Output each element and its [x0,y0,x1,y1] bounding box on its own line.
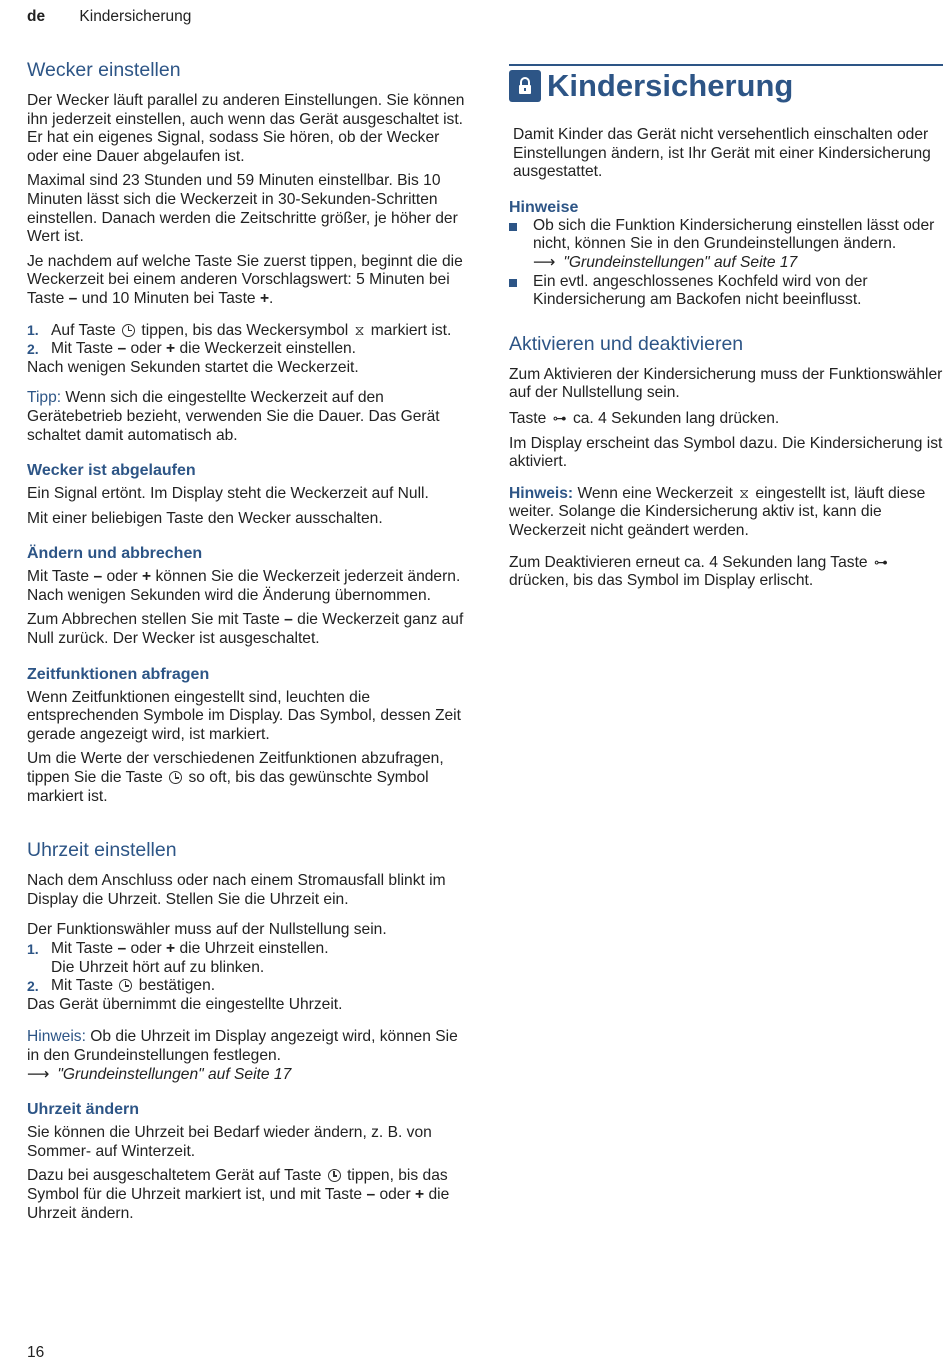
plus-symbol: + [166,940,176,957]
clock-icon [328,1169,341,1182]
paragraph: Nach dem Anschluss oder nach einem Stromausfall blinkt im Display die Uhrzeit. Stellen Sie die Uhrzeit ein. [27,872,446,908]
minus-symbol: – [284,611,293,629]
heading-aendern: Ändern und abbrechen [27,545,203,563]
notes-list [509,217,943,310]
left-column [27,58,467,1229]
minus-symbol: – [68,289,78,307]
paragraph: Damit Kinder das Gerät nicht versehentlich einschalten oder Einstellungen ändern, ist Ihr Gerät mit einer Kindersicherung ausgestattet. [513,126,931,181]
clock-icon [169,771,182,784]
heading-uhrzeit-einstellen: Uhrzeit einstellen [27,839,177,862]
header-section: Kindersicherung [79,8,192,25]
paragraph: Zum Deaktivieren erneut ca. 4 Sekunden lang Taste ⊶ drücken, bis das Symbol im Display erlischt. [509,553,888,590]
list-item: Ein evtl. angeschlossenes Kochfeld wird von der Kindersicherung am Backofen nicht beeinflusst. [509,273,943,310]
paragraph: Nach wenigen Sekunden startet die Weckerzeit. [27,358,359,376]
paragraph: Um die Werte der verschiedenen Zeitfunktionen abzufragen, tippen Sie die Taste so oft, bis das gewünschte Symbol markiert ist. [27,750,444,805]
list-item: Ob sich die Funktion Kindersicherung einstellen lässt oder nicht, können Sie in den Grundeinstellungen ändern. ⟶ "Grundeinstellungen" auf Seite 17 [509,217,943,273]
hourglass-icon: ⧖ [739,484,750,501]
paragraph: Mit Taste – oder + können Sie die Weckerzeit jederzeit ändern. Nach wenigen Sekunden wird die Änderung übernommen. [27,568,461,604]
clock-icon [119,979,132,992]
plus-symbol: + [142,568,152,586]
paragraph: Zum Abbrechen stellen Sie mit Taste – die Weckerzeit ganz auf Null zurück. Der Wecker ist ausgeschaltet. [27,611,464,648]
heading-wecker-einstellen: Wecker einstellen [27,59,181,81]
steps-list [27,940,467,996]
plus-symbol: + [415,1185,425,1203]
paragraph: Dazu bei ausgeschaltetem Gerät auf Taste tippen, bis das Symbol für die Uhrzeit markiert ist, und mit Taste – oder + die Uhrzeit ändern. [27,1167,450,1222]
right-column [509,64,943,597]
paragraph: Ein Signal ertönt. Im Display steht die Weckerzeit auf Null. [27,485,429,503]
paragraph: Sie können die Uhrzeit bei Bedarf wieder ändern, z. B. von Sommer- auf Winterzeit. [27,1124,432,1160]
minus-symbol: – [117,340,127,358]
paragraph: Zum Aktivieren der Kindersicherung muss der Funktionswähler auf der Nullstellung sein. [509,365,943,402]
paragraph: Das Gerät übernimmt die eingestellte Uhrzeit. [27,995,343,1013]
step-item: 2. Mit Taste bestätigen. [27,977,216,995]
paragraph: Mit einer beliebigen Taste den Wecker ausschalten. [27,509,383,527]
paragraph: Wenn Zeitfunktionen eingestellt sind, leuchten die entsprechenden Symbole im Display. Das Symbol, dessen Zeit gerade angezeigt wird, ist markiert. [27,688,461,743]
paragraph: Taste ⊶ ca. 4 Sekunden lang drücken. [509,409,780,427]
paragraph: Im Display erscheint das Symbol dazu. Die Kindersicherung ist aktiviert. [509,434,943,471]
clock-icon [122,324,135,337]
arrow-icon: ⟶ [533,253,556,271]
tip-paragraph: Tipp: Wenn sich die eingestellte Weckerzeit auf den Gerätebetrieb bezieht, verwenden Sie die Dauer. Das Gerät schaltet damit automatisch ab. [27,389,440,444]
step-item: 1. Auf Taste tippen, bis das Weckersymbol ⧖ markiert ist. [27,321,452,339]
minus-symbol: – [93,568,103,586]
paragraph: Je nachdem auf welche Taste Sie zuerst tippen, beginnt die die Weckerzeit bei einem anderen Vorschlagswert: 5 Minuten bei Taste – und 10 Minuten bei Taste +. [27,252,463,307]
plus-symbol: + [166,340,176,358]
page-number: 16 [27,1344,45,1361]
key-icon: ⊶ [552,409,567,426]
key-icon: ⊶ [873,553,888,570]
lock-icon [509,70,541,102]
note-paragraph: Hinweis: Ob die Uhrzeit im Display angezeigt wird, können Sie in den Grundeinstellungen festlegen. [27,1028,458,1064]
heading-hinweise: Hinweise [509,198,579,216]
heading-aktivieren: Aktivieren und deaktivieren [509,332,744,355]
cross-reference[interactable]: ⟶ "Grundeinstellungen" auf Seite 17 [27,1065,292,1083]
minus-symbol: – [117,940,127,957]
chapter-title-row [509,64,943,104]
heading-zeitfunktionen: Zeitfunktionen abfragen [27,665,210,683]
note-paragraph: Hinweis: Wenn eine Weckerzeit ⧖ eingestellt ist, läuft diese weiter. Solange die Kindersicherung aktiv ist, kann die Weckerzeit nicht geändert werden. [509,484,926,539]
heading-uhrzeit-aendern: Uhrzeit ändern [27,1101,140,1119]
arrow-icon: ⟶ [27,1065,50,1083]
cross-reference[interactable]: ⟶ "Grundeinstellungen" auf Seite 17 [533,253,798,271]
paragraph: Maximal sind 23 Stunden und 59 Minuten einstellbar. Bis 10 Minuten lässt sich die Weckerzeit in 30-Sekunden-Schritten einstellen. Danach werden die Zeitschritte größer, je höher der Wert ist. [27,172,458,246]
step-item: 1. Mit Taste – oder + die Uhrzeit einstellen. Die Uhrzeit hört auf zu blinken. [27,940,329,976]
chapter-title: Kindersicherung [547,68,794,103]
hourglass-icon: ⧖ [354,321,365,338]
plus-symbol: + [259,289,270,307]
paragraph: Der Wecker läuft parallel zu anderen Einstellungen. Sie können ihn jederzeit einstellen, auch wenn das Gerät ausgeschaltet ist. Er hat ein eigenes Signal, sodass Sie hören, ob der Wecker oder eine Dauer abgelaufen ist. [27,92,465,165]
page-header [27,8,191,27]
language-code: de [27,8,46,25]
steps-list [27,321,467,359]
step-item: 2. Mit Taste – oder + die Weckerzeit einstellen. [27,340,356,358]
heading-wecker-abgelaufen: Wecker ist abgelaufen [27,462,196,480]
paragraph: Der Funktionswähler muss auf der Nullstellung sein. [27,921,387,939]
minus-symbol: – [366,1185,376,1203]
